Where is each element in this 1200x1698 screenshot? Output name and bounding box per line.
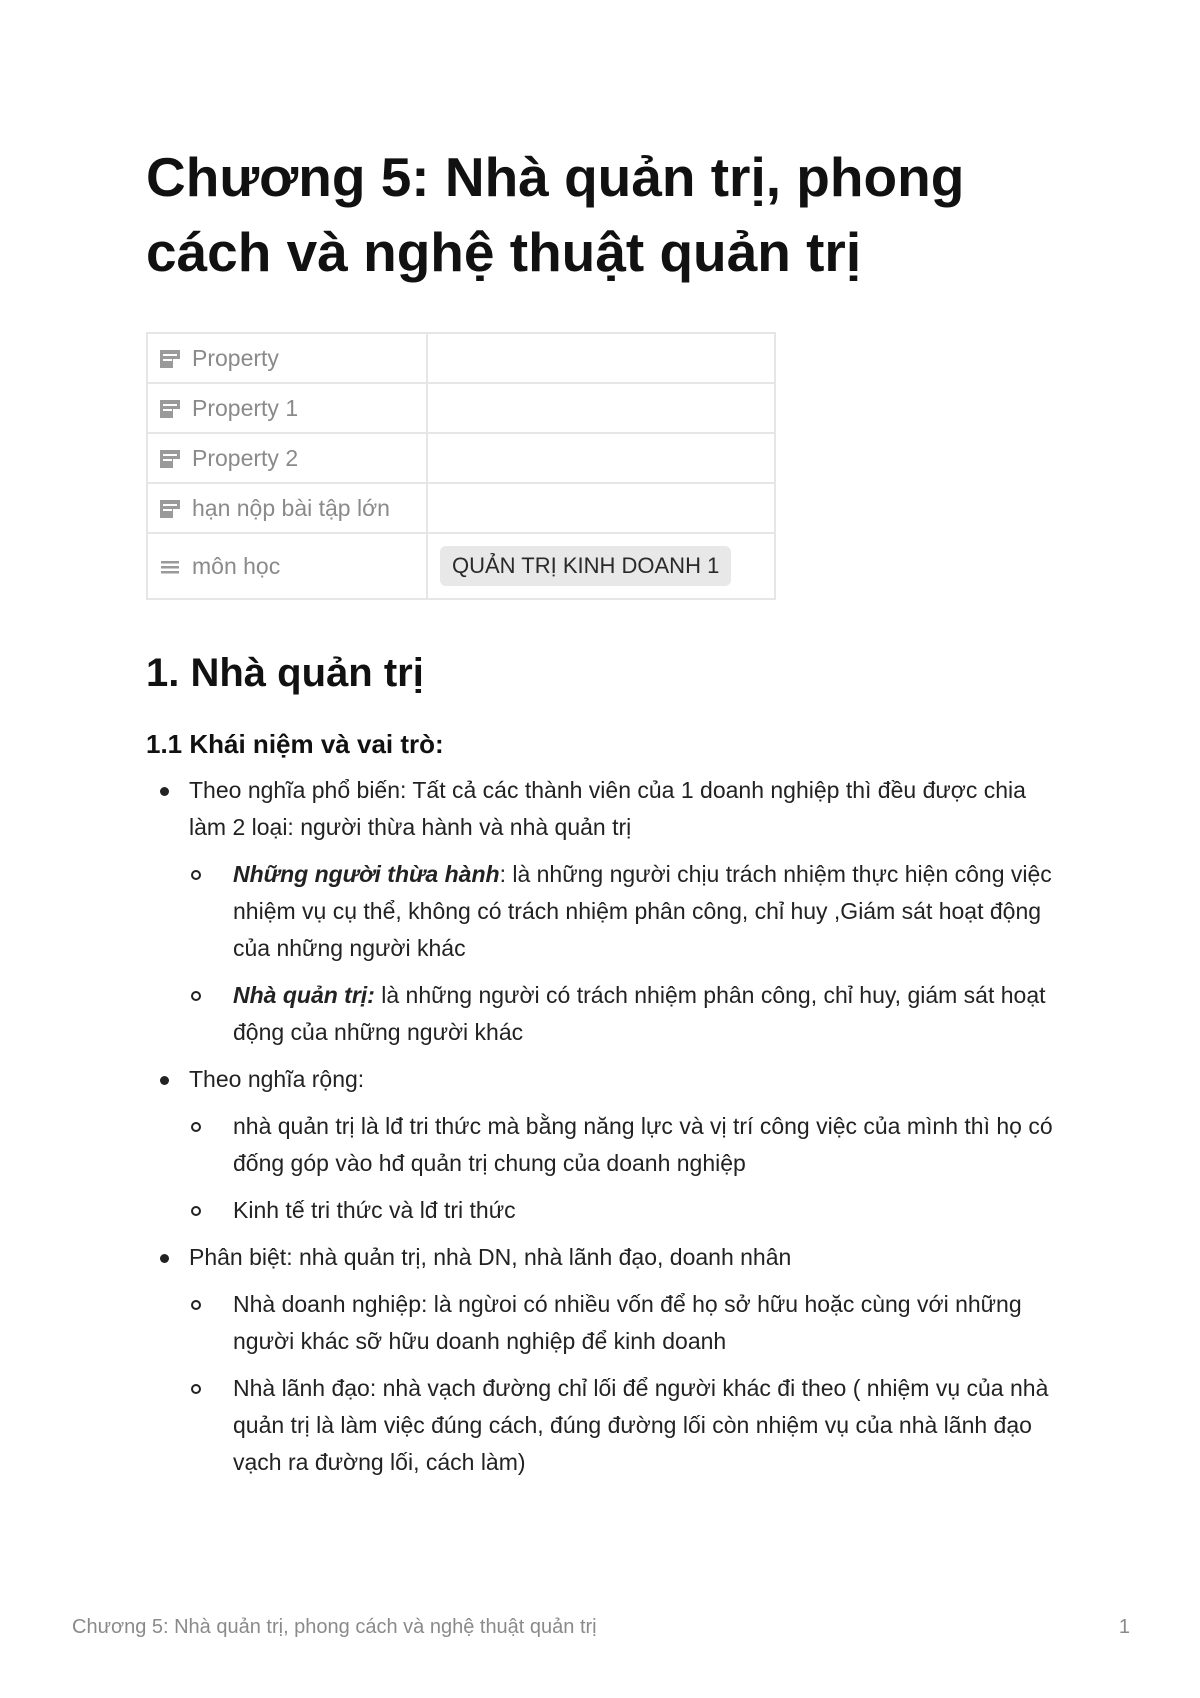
property-row <box>147 483 775 533</box>
circle-bullet-icon <box>191 1300 201 1310</box>
page-number: 1 <box>1118 1616 1130 1638</box>
sub-list-item <box>189 1108 1066 1182</box>
footer-title: Chương 5: Nhà quản trị, phong cách và nghệ thuật quản trị <box>72 1616 597 1638</box>
property-key[interactable] <box>147 383 427 433</box>
property-name: Property 2 <box>192 444 299 471</box>
bullet-list <box>146 772 1066 1481</box>
page-content <box>146 140 1066 1481</box>
page-footer <box>72 1616 1130 1639</box>
property-key[interactable] <box>147 433 427 483</box>
circle-bullet-icon <box>191 991 201 1001</box>
term-label: Những người thừa hành <box>233 861 500 887</box>
list-item-text: Kinh tế tri thức và lđ tri thức <box>233 1197 516 1223</box>
text-property-icon <box>160 400 180 418</box>
property-row <box>147 533 775 599</box>
list-item-text: : là những người chịu trách nhiệm thực hiện công việc nhiệm vụ cụ thể, không có trách nhiệm phân công, chỉ huy ,Giám sát hoạt động của những người khác <box>233 861 1052 961</box>
circle-bullet-icon <box>191 870 201 880</box>
property-key[interactable] <box>147 533 427 599</box>
property-key[interactable] <box>147 483 427 533</box>
property-name: môn học <box>192 552 281 579</box>
list-item-text: Theo nghĩa phổ biến: Tất cả các thành viên của 1 doanh nghiệp thì đều được chia làm 2 loại: người thừa hành và nhà quản trị <box>189 777 1026 840</box>
list-property-icon <box>160 558 180 576</box>
bullet-icon <box>160 787 169 796</box>
property-value[interactable] <box>427 483 775 533</box>
property-value[interactable] <box>427 433 775 483</box>
list-item-text: Phân biệt: nhà quản trị, nhà DN, nhà lãnh đạo, doanh nhân <box>189 1244 792 1270</box>
page-title: Chương 5: Nhà quản trị, phong cách và nghệ thuật quản trị <box>146 146 965 283</box>
sub-list-item <box>189 1192 1066 1229</box>
property-value[interactable] <box>427 383 775 433</box>
properties-table <box>146 332 776 600</box>
circle-bullet-icon <box>191 1384 201 1394</box>
property-name: Property <box>192 344 279 371</box>
sub-list <box>189 1108 1066 1229</box>
list-item-text: nhà quản trị là lđ tri thức mà bằng năng lực và vị trí công việc của mình thì họ có đống góp vào hđ quản trị chung của doanh nghiệp <box>233 1113 1053 1176</box>
property-row <box>147 383 775 433</box>
subsection-heading: 1.1 Khái niệm và vai trò: <box>146 729 444 759</box>
text-property-icon <box>160 350 180 368</box>
list-item-text: Theo nghĩa rộng: <box>189 1066 365 1092</box>
sub-list-item <box>189 1370 1066 1481</box>
property-row <box>147 333 775 383</box>
property-value[interactable] <box>427 533 775 599</box>
property-name: Property 1 <box>192 394 299 421</box>
section-heading: 1. Nhà quản trị <box>146 651 424 695</box>
property-name: hạn nộp bài tập lớn <box>192 494 390 521</box>
sub-list-item <box>189 1286 1066 1360</box>
subject-tag[interactable]: QUẢN TRỊ KINH DOANH 1 <box>440 546 731 586</box>
circle-bullet-icon <box>191 1122 201 1132</box>
text-property-icon <box>160 500 180 518</box>
sub-list-item <box>189 856 1066 967</box>
list-item-text: Nhà lãnh đạo: nhà vạch đường chỉ lối để người khác đi theo ( nhiệm vụ của nhà quản trị là làm việc đúng cách, đúng đường lối còn nhiệm vụ của nhà lãnh đạo vạch ra đường lối, cách làm) <box>233 1375 1049 1475</box>
property-value[interactable] <box>427 333 775 383</box>
list-item <box>146 772 1066 1051</box>
list-item <box>146 1061 1066 1229</box>
list-item-text: Nhà doanh nghiệp: là ngừoi có nhiều vốn để họ sở hữu hoặc cùng với những người khác sỡ hữu doanh nghiệp để kinh doanh <box>233 1291 1022 1354</box>
text-property-icon <box>160 450 180 468</box>
property-key[interactable] <box>147 333 427 383</box>
property-row <box>147 433 775 483</box>
sub-list <box>189 1286 1066 1481</box>
sub-list-item <box>189 977 1066 1051</box>
list-item-text: là những người có trách nhiệm phân công, chỉ huy, giám sát hoạt động của những người khác <box>233 982 1046 1045</box>
sub-list <box>189 856 1066 1051</box>
list-item <box>146 1239 1066 1481</box>
bullet-icon <box>160 1076 169 1085</box>
bullet-icon <box>160 1254 169 1263</box>
term-label: Nhà quản trị: <box>233 982 375 1008</box>
circle-bullet-icon <box>191 1206 201 1216</box>
